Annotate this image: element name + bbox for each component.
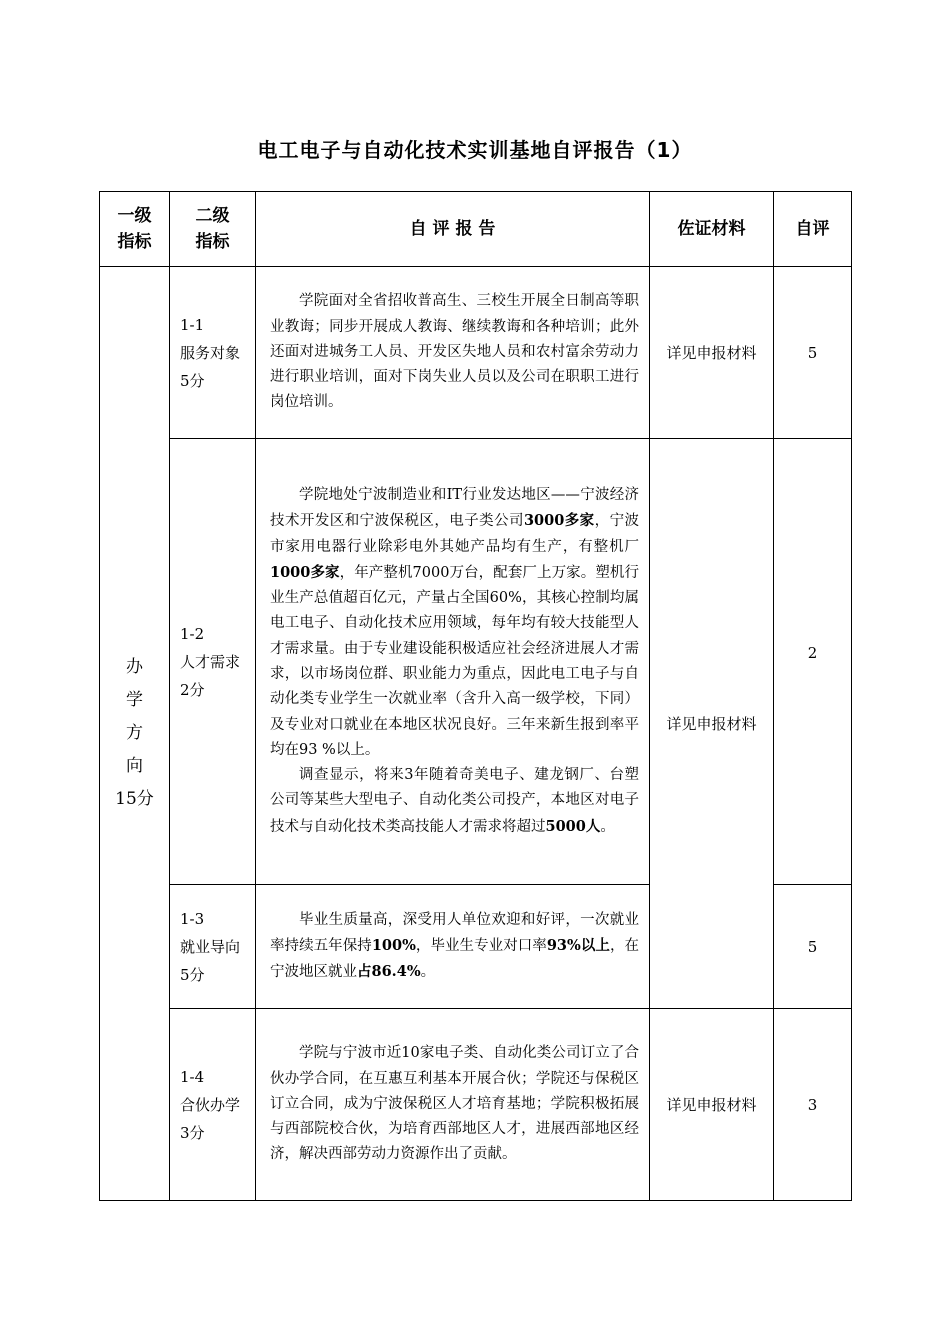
level2-cell (170, 439, 256, 885)
report-emphasis: 占86.4% (357, 963, 421, 981)
page-title: 电工电子与自动化技术实训基地自评报告（1） (257, 138, 693, 162)
level2-points: 3分 (180, 1123, 205, 1142)
level1-char: 方 (126, 723, 143, 743)
header-level2-line1: 二级 (195, 206, 230, 226)
header-level2-line2: 指标 (195, 232, 230, 252)
report-emphasis: 3000多家 (523, 512, 595, 530)
header-score: 自评 (774, 192, 852, 267)
level1-char: 学 (126, 690, 143, 710)
evidence-cell: 详见申报材料 (650, 1009, 774, 1201)
evidence-cell: 详见申报材料 (650, 439, 774, 1009)
table-row (100, 1009, 852, 1201)
report-paragraph: 学院面对全省招收普高生、三校生开展全日制高等职业教诲；同步开展成人教诲、继续教诲和各种培训；此外还面对进城务工人员、开发区失地人员和农村富余劳动力进行职业培训，面对下岗失业人员以及公司在职职工进行岗位培训。 (270, 293, 639, 411)
report-cell (256, 439, 650, 885)
report-text: 学院地处宁波制造业和IT行业发达地区——宁波经济技术开发区和宁波保税区，电子类公司 (270, 486, 639, 530)
self-evaluation-table (99, 191, 852, 1201)
report-text: 毕业生质量高，深受用人单位欢迎和好评，一次就业率持续五年保持 (270, 911, 639, 954)
level2-code: 1-1 (180, 315, 205, 334)
report-text: ，年产整机7000万台，配套厂上万家。塑机行业生产总值超百亿元，产量占全国60%，其核心控制均属电工电子、自动化技术应用领域，每年均有较大技能型人才需求量。由于专业建设能积极适应社会经济进展人才需求，以市场岗位群、职业能力为重点，因此电工电子与自动化类专业学生一次就业率（含升入高一级学校，下同）及专业对口就业在本地区状况良好。三年来新生报到率平均在93 %以上。 (270, 564, 639, 758)
level2-name: 合伙办学 (180, 1095, 241, 1114)
score-cell: 5 (774, 885, 852, 1009)
level2-cell (170, 885, 256, 1009)
report-paragraph (270, 908, 639, 986)
level2-points: 2分 (180, 680, 205, 699)
header-level2 (170, 192, 256, 267)
table-header-row (100, 192, 852, 267)
header-level1 (100, 192, 170, 267)
level2-points: 5分 (180, 371, 205, 390)
level1-char: 办 (126, 657, 143, 677)
level2-code: 1-4 (180, 1067, 205, 1086)
report-text: ，在宁波地区就业 (270, 937, 639, 981)
score-cell: 3 (774, 1009, 852, 1201)
report-emphasis: 100% (371, 936, 416, 954)
report-text: ，宁波市家用电器行业除彩电外其她产品均有生产，有整机厂 (270, 513, 640, 555)
report-cell (256, 267, 650, 439)
score-cell: 5 (774, 267, 852, 439)
report-cell (256, 1009, 650, 1201)
report-emphasis: 1000多家 (270, 563, 340, 581)
level2-points: 5分 (180, 965, 205, 984)
level2-name: 服务对象 (180, 343, 241, 362)
report-text: 调查显示，将来3年随着奇美电子、建龙钢厂、台塑公司等某些大型电子、自动化类公司投产，本地区对电子技术与自动化技术类高技能人才需求将超过 (270, 767, 639, 835)
table-row (100, 267, 852, 439)
level2-code: 1-3 (180, 909, 205, 928)
report-emphasis: 5000人 (545, 817, 601, 835)
level2-cell (170, 267, 256, 439)
header-level1-line2: 指标 (117, 232, 152, 252)
level2-code: 1-2 (180, 624, 205, 643)
evidence-cell: 详见申报材料 (650, 267, 774, 439)
report-emphasis: 93%以上 (546, 936, 610, 954)
level2-name: 人才需求 (180, 652, 241, 671)
report-paragraph (270, 483, 639, 763)
score-cell: 2 (774, 439, 852, 885)
level2-name: 就业导向 (180, 937, 241, 956)
header-report: 自 评 报 告 (256, 192, 650, 267)
table-row (100, 439, 852, 885)
level1-char: 向 (126, 756, 143, 776)
report-text: 。 (600, 818, 615, 835)
report-text: 。 (420, 964, 436, 981)
report-paragraph: 学院与宁波市近10家电子类、自动化类公司订立了合伙办学合同，在互惠互利基本开展合伙；学院还与保税区订立合同，成为宁波保税区人才培育基地；学院积极拓展与西部院校合伙，为培育西部地区人才，进展西部地区经济，解决西部劳动力资源作出了贡献。 (270, 1045, 639, 1163)
report-paragraph (270, 763, 639, 840)
header-evidence: 佐证材料 (650, 192, 774, 267)
level1-cell (100, 267, 170, 1201)
report-text: ，毕业生专业对口率 (415, 937, 547, 954)
header-level1-line1: 一级 (117, 206, 152, 226)
level2-cell (170, 1009, 256, 1201)
report-cell (256, 885, 650, 1009)
level1-score: 15分 (115, 789, 154, 809)
